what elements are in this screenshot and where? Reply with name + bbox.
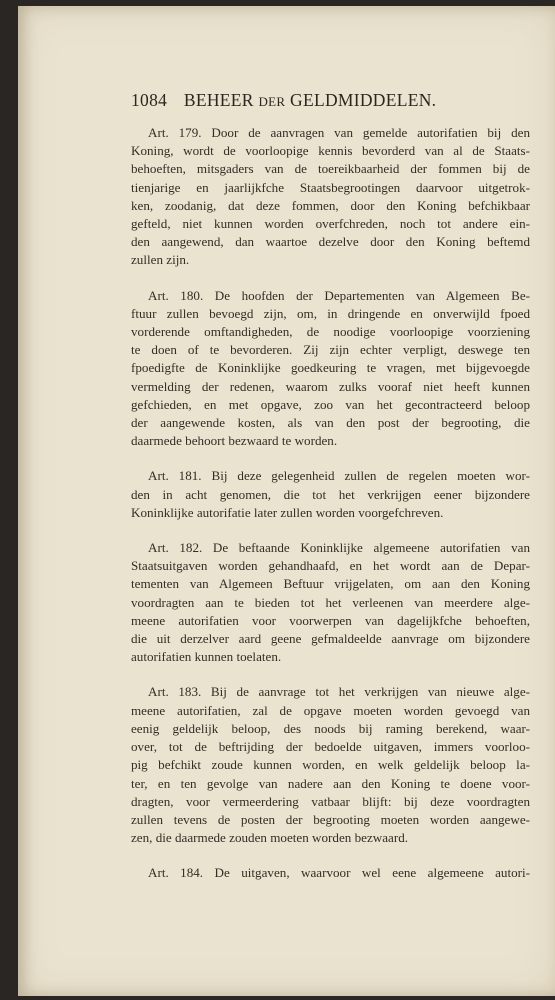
text-line: zullen tevens de posten der begrooting moeten worden aangewe- bbox=[131, 811, 530, 827]
text-line: ken, zoodanig, dat deze fommen, door den Koning befchikbaar bbox=[131, 197, 530, 213]
text-line: vermelding der redenen, waarom zulks vooraf niet heeft kunnen bbox=[131, 378, 530, 394]
text-line: fpoedigfte de Koninklijke goedkeuring te vragen, met bijgevoegde bbox=[131, 360, 530, 376]
text-line: Staatsuitgaven worden gehandhaafd, en het wordt aan de Depar- bbox=[131, 558, 530, 574]
text-line: Art. 182. De beftaande Koninklijke algemeene autorifatien van bbox=[148, 540, 530, 556]
article-183 bbox=[131, 683, 530, 847]
header-title-beheer: BEHEER bbox=[183, 90, 254, 110]
text-line: dragten, voor vermeerdering vatbaar blijft: bij deze voordragten bbox=[131, 793, 530, 809]
text-line: zen, die daarmede zouden moeten worden bezwaard. bbox=[131, 830, 409, 846]
text-line: Koning, wordt de voorloopige kennis bevorderd van al de Staats- bbox=[131, 143, 530, 159]
page-body bbox=[131, 124, 530, 900]
text-line: meene autorifatien, zal de opgave moeten worden gevoegd van bbox=[131, 702, 530, 718]
article-184 bbox=[131, 864, 530, 882]
article-180 bbox=[131, 287, 530, 451]
text-line: voordragten aan te bieden tot het verleenen van meerdere alge- bbox=[131, 594, 530, 610]
running-header bbox=[131, 90, 481, 111]
text-line: daarmede behoort bezwaard te worden. bbox=[131, 433, 338, 449]
text-line: Art. 179. Door de aanvragen van gemelde autorifatien bij den bbox=[148, 125, 530, 140]
text-line: te doen of te bevorderen. Zij zijn echter verpligt, deswege ten bbox=[131, 342, 530, 358]
text-line: behoeften, mitsgaders van de toereikbaarheid der fommen bij de bbox=[131, 161, 530, 177]
text-line: over, tot de beftrijding der bedoelde uitgaven, immers voorloo- bbox=[131, 739, 530, 755]
text-line: meene autorifatien voor voorwerpen van dagelijkfche behoeften, bbox=[131, 612, 530, 628]
text-line: Koninklijke autorifatie later zullen worden voorgefchreven. bbox=[131, 504, 444, 520]
article-182 bbox=[131, 539, 530, 666]
header-title-geldmiddelen: GELDMIDDELEN. bbox=[290, 90, 437, 110]
text-line: Art. 181. Bij deze gelegenheid zullen de regelen moeten wor- bbox=[148, 468, 530, 484]
article-179 bbox=[131, 124, 530, 270]
text-line: Art. 180. De hoofden der Departementen van Algemeen Be- bbox=[148, 287, 530, 303]
article-181 bbox=[131, 467, 530, 522]
text-line: autorifatien kunnen toelaten. bbox=[131, 649, 282, 665]
text-line: ftuur zullen bevoegd zijn, om, in dringende en onverwijld fpoed bbox=[131, 305, 530, 321]
text-line: tienjarige en jaarlijkfche Staatsbegrootingen daarvoor uitgetrok- bbox=[131, 179, 530, 195]
header-title-der: DER bbox=[258, 94, 286, 109]
text-line: tementen van Algemeen Beftuur vrijgelaten, om aan den Koning bbox=[131, 576, 530, 592]
text-line: den in acht genomen, die tot het verkrijgen eener bijzondere bbox=[131, 486, 530, 502]
page-number: 1084 bbox=[131, 90, 168, 110]
text-line: der aangewende kosten, als van den post der begrooting, die bbox=[131, 415, 530, 431]
text-line: den aangewend, dan waartoe dezelve door den Koning beftemd bbox=[131, 234, 530, 250]
text-line: Art. 183. Bij de aanvrage tot het verkrijgen van nieuwe alge- bbox=[148, 684, 530, 700]
text-line: zullen zijn. bbox=[131, 252, 190, 268]
book-page bbox=[18, 6, 555, 996]
text-line: gefchieden, en met opgave, zoo van het gecontracteerd beloop bbox=[131, 396, 530, 412]
text-line: gefteld, niet kunnen worden overfchreden, noch tot andere ein- bbox=[131, 216, 530, 232]
text-line: ter, en ten gevolge van nadere aan den Koning te doene voor- bbox=[131, 775, 530, 791]
text-line: die uit derzelver aard geene gefmaldeelde aanvrage om bijzondere bbox=[131, 631, 530, 647]
text-line: pig befchikt zoude kunnen worden, en welk geldelijk beloop la- bbox=[131, 757, 530, 773]
text-line: vorderende omftandigheden, de noodige voorloopige voorziening bbox=[131, 324, 530, 340]
text-line: eenig geldelijk beloop, des noods bij raming berekend, waar- bbox=[131, 720, 530, 736]
text-line: Art. 184. De uitgaven, waarvoor wel eene algemeene autori- bbox=[148, 865, 530, 881]
